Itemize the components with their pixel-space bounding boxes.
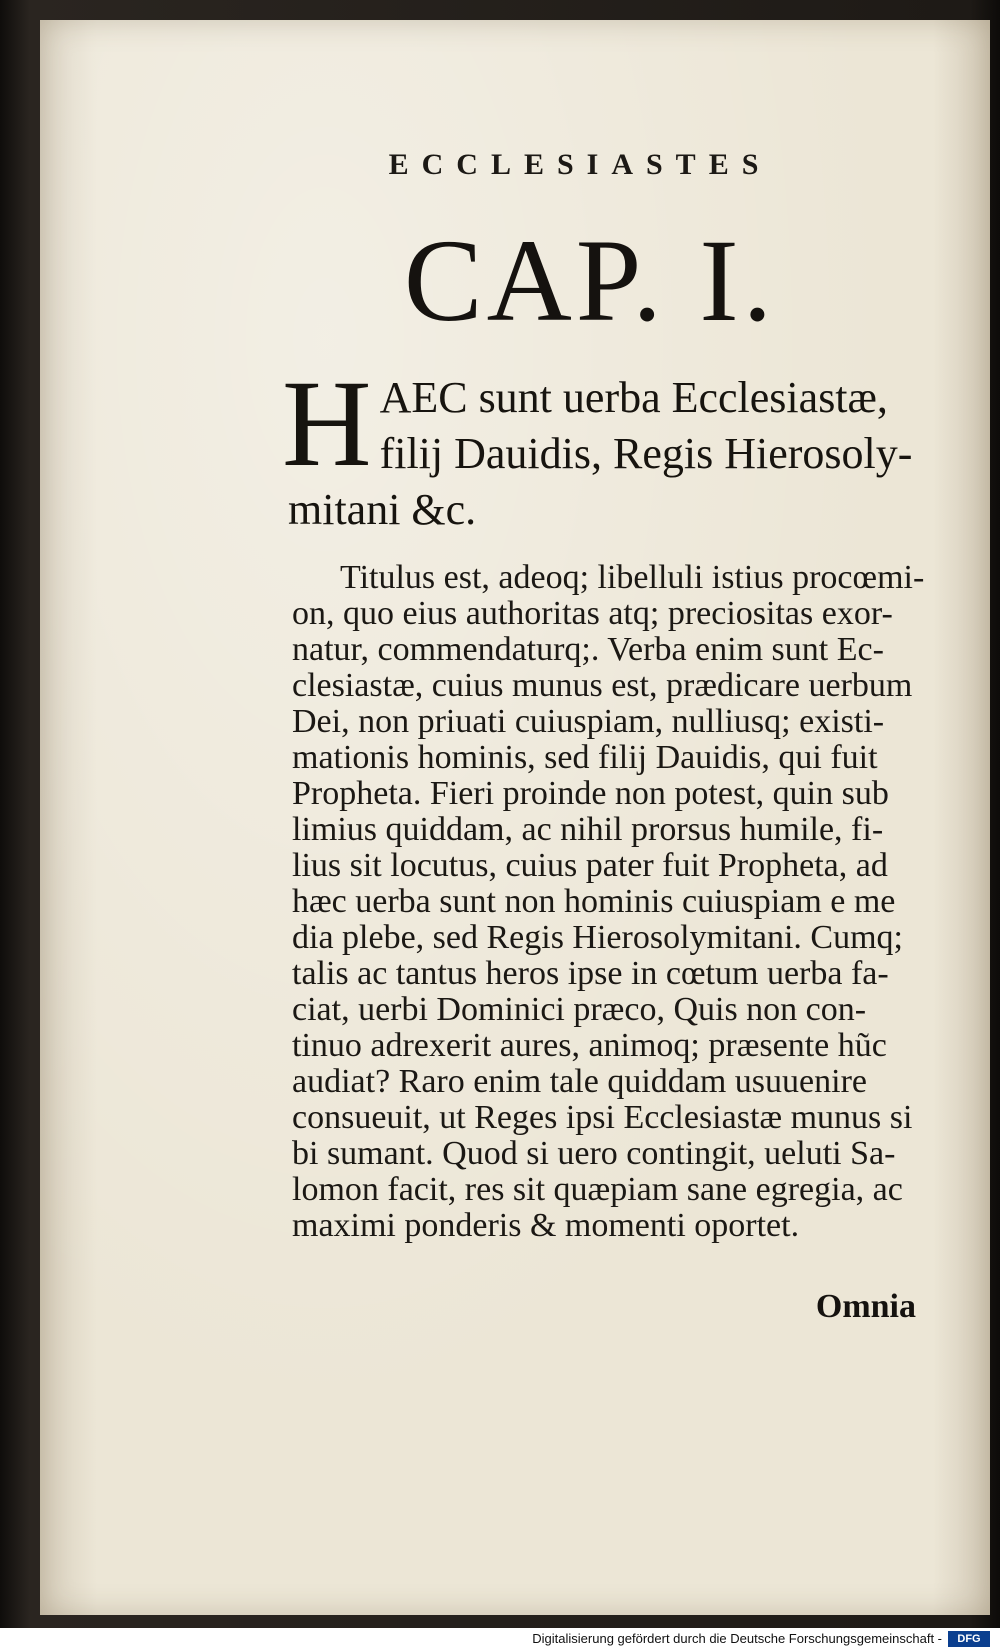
body-line: Propheta. Fieri proinde non potest, quin sub: [292, 775, 889, 812]
running-head: ECCLESIASTES: [388, 148, 772, 181]
commentary-paragraph: [292, 560, 932, 1244]
body-line: talis ac tantus heros ipse in cœtum uerba fa-: [292, 955, 889, 992]
opening-line-1: AEC sunt uerba Ecclesiastæ,: [379, 373, 888, 422]
opening-line-3: mitani &c.: [288, 485, 477, 534]
body-line: audiat? Raro enim tale quiddam usuuenire: [292, 1063, 867, 1100]
digitization-footer: [0, 1628, 1000, 1652]
drop-cap: H: [282, 355, 372, 492]
chapter-title: CAP. I.: [403, 215, 777, 346]
body-line: dia plebe, sed Regis Hierosolymitani. Cumq;: [292, 919, 903, 956]
body-line: bi sumant. Quod si uero contingit, ueluti Sa-: [292, 1135, 896, 1172]
body-line: clesiastæ, cuius munus est, prædicare uerbum: [292, 667, 913, 704]
body-line: limius quiddam, ac nihil prorsus humile, fi-: [292, 811, 884, 848]
body-line: lius sit locutus, cuius pater fuit Propheta, ad: [292, 847, 888, 884]
opening-paragraph: [282, 355, 928, 538]
dfg-logo: DFG: [948, 1631, 990, 1647]
body-line: tinuo adrexerit aures, animoq; præsente hũc: [292, 1027, 887, 1064]
body-line: lomon facit, res sit quæpiam sane egregia, ac: [292, 1171, 903, 1208]
body-line: mationis hominis, sed filij Dauidis, qui fuit: [292, 739, 878, 776]
body-line: Titulus est, adeoq; libelluli istius procœmi-: [340, 559, 925, 596]
book-page: [40, 20, 990, 1615]
body-line: hæc uerba sunt non hominis cuiuspiam e me: [292, 883, 896, 920]
opening-line-2: filij Dauidis, Regis Hierosoly-: [379, 429, 913, 478]
body-line: Dei, non priuati cuiuspiam, nulliusq; existi-: [292, 703, 885, 740]
body-line: on, quo eius authoritas atq; preciositas exor-: [292, 595, 893, 632]
catchword: Omnia: [815, 1288, 916, 1325]
body-line: consueuit, ut Reges ipsi Ecclesiastæ munus si: [292, 1099, 913, 1136]
body-line: ciat, uerbi Dominici præco, Quis non con-: [292, 991, 867, 1028]
footer-credit: Digitalisierung gefördert durch die Deutsche Forschungsgemeinschaft -: [532, 1631, 942, 1646]
body-line: maximi ponderis & momenti oportet.: [292, 1207, 800, 1244]
body-line: natur, commendaturq;. Verba enim sunt Ec-: [292, 631, 884, 668]
